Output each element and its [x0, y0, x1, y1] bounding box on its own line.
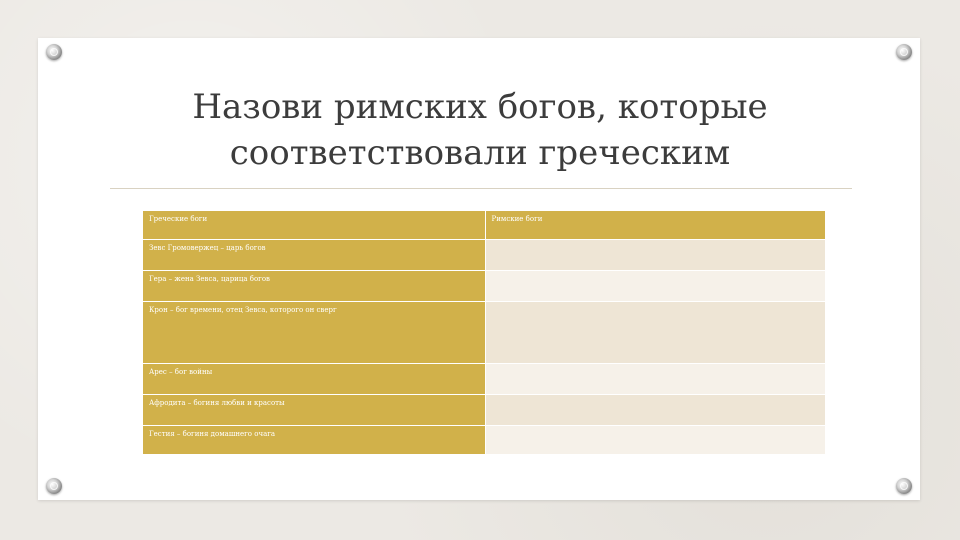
greek-god-cell: Гестия – богиня домашнего очага: [143, 426, 486, 455]
gods-table: [142, 210, 826, 455]
greek-god-cell: Зевс Громовержец – царь богов: [143, 240, 486, 271]
header-roman-gods: Римские боги: [485, 211, 826, 240]
table-row: [143, 395, 826, 426]
roman-god-cell[interactable]: [485, 426, 826, 455]
pin-bottom-right-icon: [896, 478, 912, 494]
roman-god-cell[interactable]: [485, 302, 826, 364]
slide-title: [110, 84, 850, 176]
table-row: [143, 364, 826, 395]
pin-top-left-icon: [46, 44, 62, 60]
roman-god-cell[interactable]: [485, 395, 826, 426]
greek-god-cell: Крон – бог времени, отец Зевса, которого он сверг: [143, 302, 486, 364]
title-divider: [110, 188, 852, 189]
table-header-row: [143, 211, 826, 240]
roman-god-cell[interactable]: [485, 364, 826, 395]
pin-bottom-left-icon: [46, 478, 62, 494]
table-row: [143, 302, 826, 364]
slide-title-line-1: Назови римских богов, которые: [192, 87, 768, 127]
pin-top-right-icon: [896, 44, 912, 60]
table-row: [143, 240, 826, 271]
table-row: [143, 426, 826, 455]
table-row: [143, 271, 826, 302]
roman-god-cell[interactable]: [485, 271, 826, 302]
slide-title-line-2: соответствовали греческим: [229, 133, 731, 173]
greek-god-cell: Гера – жена Зевса, царица богов: [143, 271, 486, 302]
roman-god-cell[interactable]: [485, 240, 826, 271]
header-greek-gods: Греческие боги: [143, 211, 486, 240]
greek-god-cell: Арес – бог войны: [143, 364, 486, 395]
greek-god-cell: Афродита – богиня любви и красоты: [143, 395, 486, 426]
